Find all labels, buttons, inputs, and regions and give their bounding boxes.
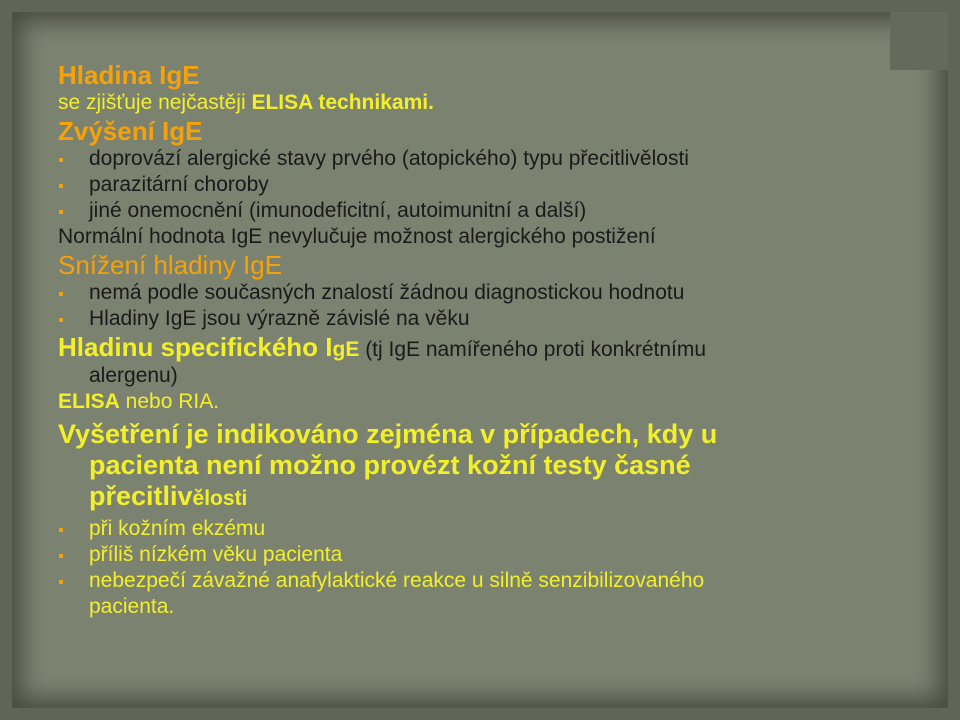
corner-decoration	[890, 12, 948, 70]
bullet-icon	[59, 158, 63, 162]
line-elisa-intro	[58, 90, 898, 116]
list-item-text: nebezpečí závažné anafylaktické reakce u silně senzibilizovaného	[89, 569, 705, 592]
intro-elisa: ELISA technikami.	[251, 91, 434, 114]
elisa-ria-rest: nebo RIA.	[119, 390, 220, 413]
intro-text: se zjišťuje nejčastěji	[58, 91, 252, 114]
list-item	[58, 568, 898, 594]
list-item-text: nemá podle současných znalostí žádnou diagnostickou hodnotu	[89, 281, 685, 304]
list-item	[58, 198, 898, 224]
bullet-icon	[59, 580, 63, 584]
specific-ige-rest: (tj IgE namířeného proti konkrétnímu	[359, 338, 707, 361]
heading-zvyseni-ige: Zvýšení IgE	[58, 116, 203, 146]
indication-line-1: Vyšetření je indikováno zejména v případech, kdy u	[58, 419, 718, 449]
list-item	[58, 542, 898, 568]
list-item	[58, 172, 898, 198]
bullet-icon	[59, 184, 63, 188]
bullet-icon	[59, 554, 63, 558]
list-item-text: parazitární choroby	[89, 173, 269, 196]
specific-ige-ge: gE	[332, 338, 360, 361]
indication-elosti: ělosti	[192, 487, 248, 510]
heading-hladina-ige: Hladina IgE	[58, 60, 200, 90]
list-item-text: příliš nízkém věku pacienta	[89, 543, 343, 566]
specific-ige-bold: Hladinu specifického I	[58, 332, 333, 362]
indication-line-2: pacienta není možno provézt kožní testy časné	[89, 450, 691, 480]
indication-precitliv: přecitliv	[89, 481, 193, 511]
list-item-cont	[58, 594, 898, 620]
list-item	[58, 516, 898, 542]
list-item	[58, 146, 898, 172]
bullet-icon	[59, 528, 63, 532]
list-item-text: doprovází alergické stavy prvého (atopického) typu přecitlivělosti	[89, 147, 689, 170]
list-item	[58, 280, 898, 306]
line-normal-value: Normální hodnota IgE nevylučuje možnost alergického postižení	[58, 225, 656, 248]
line-elisa-ria	[58, 389, 898, 415]
list-item-text: jiné onemocnění (imunodeficitní, autoimunitní a další)	[89, 199, 587, 222]
list-item	[58, 306, 898, 332]
bullet-icon	[59, 318, 63, 322]
elisa-bold: ELISA	[58, 390, 120, 413]
indication-line-3	[58, 481, 898, 512]
line-specific-ige-cont: alergenu)	[89, 364, 178, 387]
bullet-icon	[59, 210, 63, 214]
heading-snizeni-ige: Snížení hladiny IgE	[58, 250, 283, 280]
slide-content	[58, 60, 898, 620]
bullet-icon	[59, 292, 63, 296]
list-item-text: při kožním ekzému	[89, 517, 266, 540]
list-item-text: Hladiny IgE jsou výrazně závislé na věku	[89, 307, 470, 330]
list-item-text: pacienta.	[89, 595, 175, 618]
line-specific-ige	[58, 332, 898, 363]
